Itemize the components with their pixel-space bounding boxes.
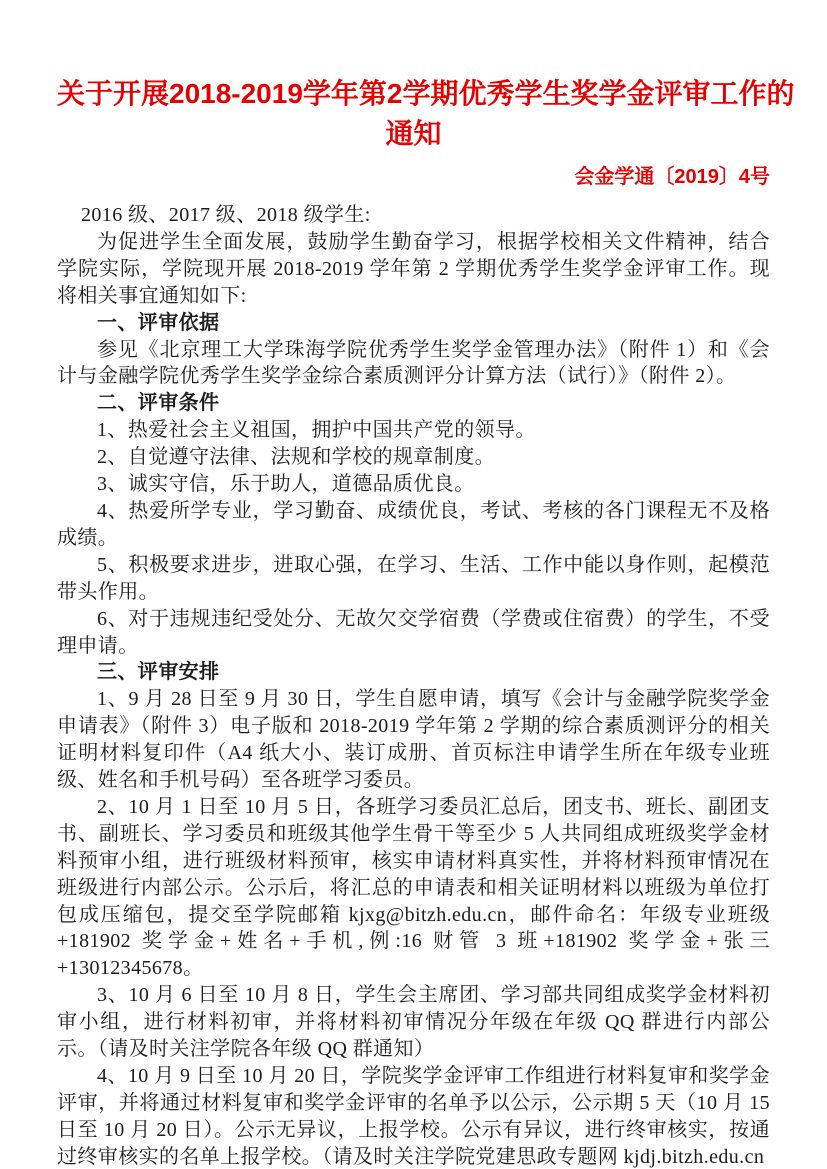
section-heading: 三、评审安排 (97, 661, 220, 684)
document-number: 会金学通〔2019〕4号 (574, 166, 770, 188)
title-line-2: 通知 (385, 118, 442, 149)
paragraph: 4、10 月 9 日至 10 月 20 日，学院奖学金评审工作组进行材料复审和奖学金评审，并将通过材料复审和奖学金评审的名单予以公示，公示期 5 天（10 月 15 日至 10 月 20 日）。公示无异议，上报学校。公示有异议，进行终审核实，按通过终审核实的名单上报学校。（请及时关注学院党建思政专题网 kjdj.bitzh.edu.cn (57, 1065, 770, 1168)
paragraph: 2、自觉遵守法律、法规和学校的规章制度。 (97, 446, 495, 469)
paragraph: 1、热爱社会主义祖国，拥护中国共产党的领导。 (97, 419, 536, 442)
paragraph: 3、10 月 6 日至 10 月 8 日，学生会主席团、学习部共同组成奖学金材料初审小组，进行材料初审，并将材料初审情况分年级在年级 QQ 群进行内部公示。（请及时关注学院各年级 QQ 群通知） (57, 984, 770, 1061)
paragraph: 3、诚实守信，乐于助人，道德品质优良。 (97, 473, 475, 496)
paragraph: 5、积极要求进步，进取心强，在学习、生活、工作中能以身作则，起模范带头作用。 (57, 553, 770, 603)
paragraph: 2、10 月 1 日至 10 月 5 日，各班学习委员汇总后，团支书、班长、副团支书、副班长、学习委员和班级其他学生骨干等至少 5 人共同组成班级奖学金材料预审小组，进行班级材料预审，核实申请材料真实性，并将材料预审情况在班级进行内部公示。公示后，将汇总的申请表和相关证明材料以班级为单位打包成压缩包，提交至学院邮箱 kjxg@bitzh.edu.cn，邮件命名：年级专业班级+181902 奖学金+姓名+手机,例:16 财管 3 班+181902 奖学金+张三+13012345678。 (57, 795, 770, 980)
section-heading: 一、评审依据 (97, 311, 220, 334)
paragraph: 4、热爱所学专业，学习勤奋、成绩优良，考试、考核的各门课程无不及格成绩。 (57, 499, 770, 549)
paragraph: 1、9 月 28 日至 9 月 30 日，学生自愿申请，填写《会计与金融学院奖学金申请表》（附件 3）电子版和 2018-2019 学年第 2 学期的综合素质测评分的相关证明材料复印件（A4 纸大小、装订成册、首页标注申请学生所在年级专业班级、姓名和手机号码）至各班学习委员。 (57, 688, 770, 792)
paragraph: 为促进学生全面发展，鼓励学生勤奋学习，根据学校相关文件精神，结合学院实际，学院现开展 2018-2019 学年第 2 学期优秀学生奖学金评审工作。现将相关事宜通知如下: (57, 230, 770, 307)
paragraph: 参见《北京理工大学珠海学院优秀学生奖学金管理办法》（附件 1）和《会计与金融学院优秀学生奖学金综合素质测评分计算方法（试行）》（附件 2）。 (57, 338, 770, 388)
page-title (57, 74, 795, 154)
paragraph: 6、对于违规违纪受处分、无故欠交学宿费（学费或住宿费）的学生，不受理申请。 (57, 607, 770, 657)
paragraph: 2016 级、2017 级、2018 级学生: (81, 204, 371, 226)
document-body (57, 202, 770, 1169)
section-heading: 二、评审条件 (97, 392, 220, 415)
title-line-1: 关于开展2018-2019学年第2学期优秀学生奖学金评审工作的 (57, 78, 795, 109)
